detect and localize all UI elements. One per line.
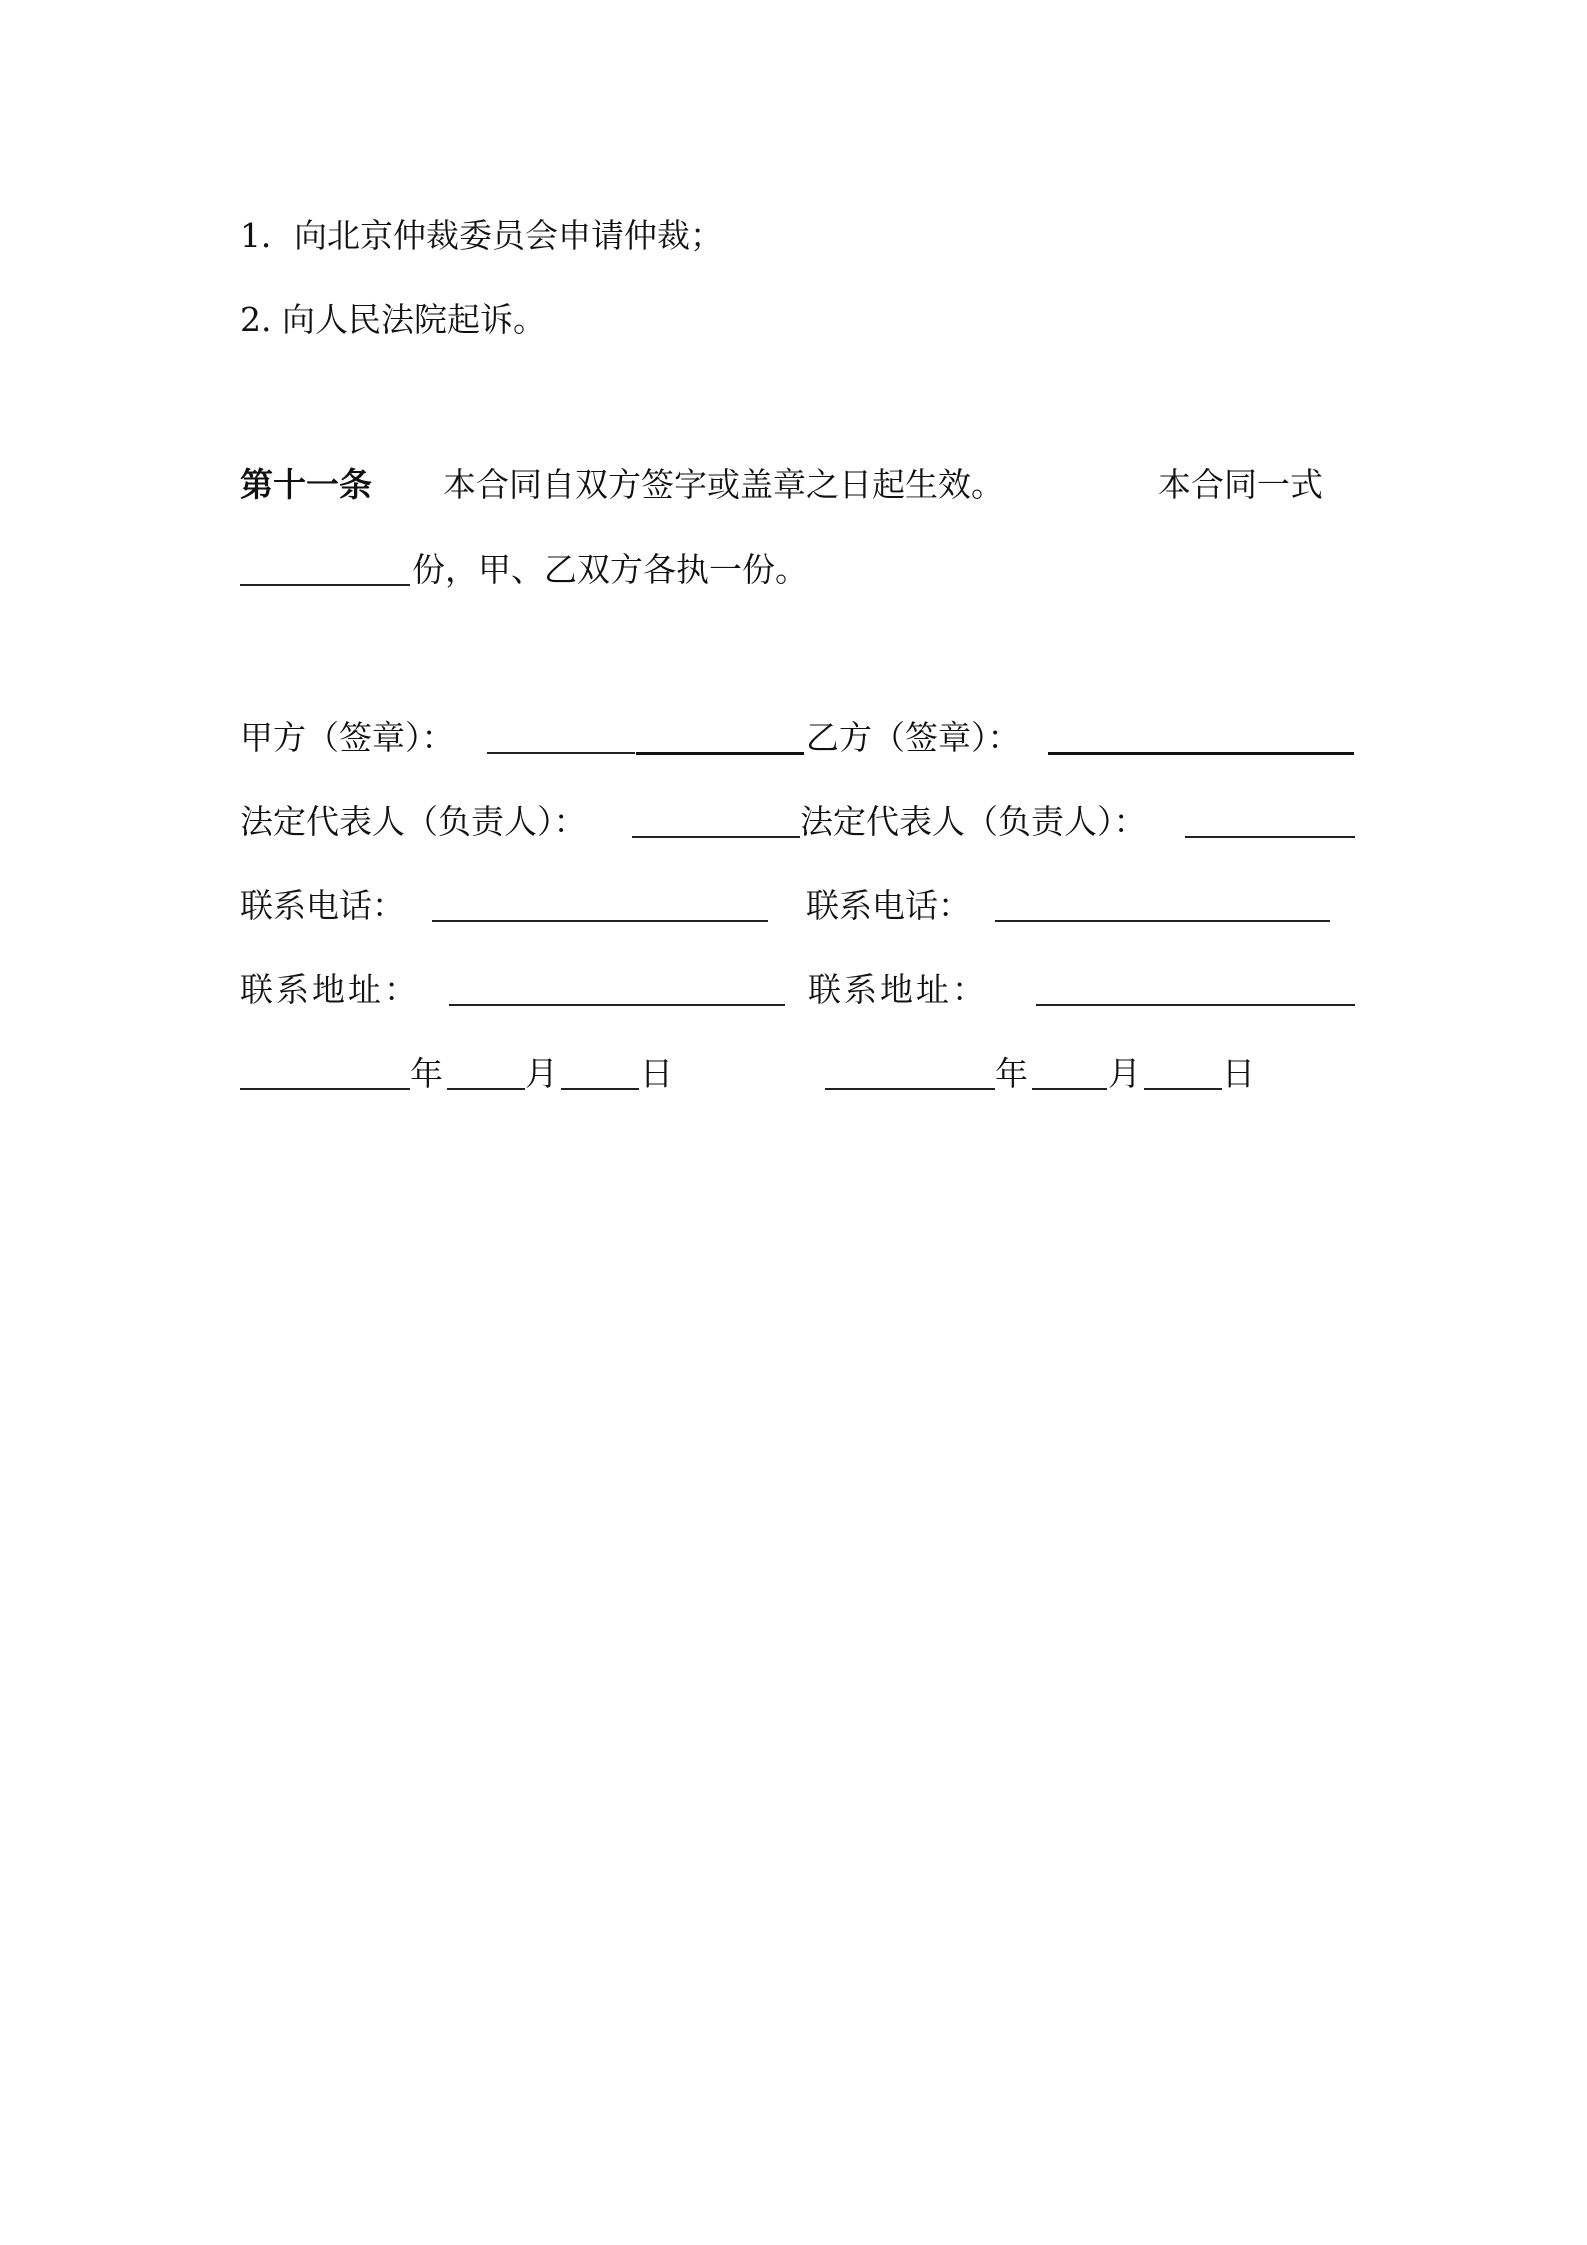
article-text-effective: 本合同自双方签字或盖章之日起生效。 xyxy=(443,465,1004,504)
party-b-signature-label: 乙方（签章）： xyxy=(806,718,1021,757)
party-b-day-blank[interactable] xyxy=(1144,1088,1222,1090)
party-a-legal-rep-label: 法定代表人（负责人）： xyxy=(240,802,587,841)
party-b-address-blank[interactable] xyxy=(1036,1004,1355,1006)
party-a-phone-blank[interactable] xyxy=(432,920,768,922)
party-b-year-blank[interactable] xyxy=(825,1088,995,1090)
party-a-month-blank[interactable] xyxy=(447,1088,525,1090)
list-item-court: 2. 向人民法院起诉。 xyxy=(240,300,546,339)
party-a-day-label: 日 xyxy=(640,1054,673,1093)
party-b-month-label: 月 xyxy=(1108,1054,1141,1093)
party-a-signature-blank[interactable] xyxy=(487,752,635,754)
party-a-signature-blank-2[interactable] xyxy=(636,752,804,755)
party-a-year-label: 年 xyxy=(410,1054,443,1093)
party-b-phone-blank[interactable] xyxy=(995,920,1330,922)
article-heading: 第十一条 xyxy=(240,465,372,504)
party-b-signature-blank[interactable] xyxy=(1048,752,1354,755)
party-b-legal-rep-label: 法定代表人（负责人）： xyxy=(800,802,1147,841)
party-a-day-blank[interactable] xyxy=(561,1088,639,1090)
party-a-signature-label: 甲方（签章）： xyxy=(240,718,455,757)
party-a-month-label: 月 xyxy=(525,1054,558,1093)
party-b-address-label: 联系地址： xyxy=(808,970,988,1009)
party-b-phone-label: 联系电话： xyxy=(806,886,971,925)
party-a-phone-label: 联系电话： xyxy=(240,886,405,925)
copies-count-blank[interactable] xyxy=(240,584,410,586)
list-item-arbitration: 1．向北京仲裁委员会申请仲裁； xyxy=(240,216,723,255)
party-a-address-label: 联系地址： xyxy=(240,970,420,1009)
party-a-legal-rep-blank[interactable] xyxy=(632,836,800,838)
party-b-day-label: 日 xyxy=(1222,1054,1255,1093)
party-b-month-blank[interactable] xyxy=(1032,1088,1107,1090)
article-text-copies: 本合同一式 xyxy=(1158,465,1323,504)
party-a-address-blank[interactable] xyxy=(449,1004,785,1006)
party-b-legal-rep-blank[interactable] xyxy=(1185,836,1355,838)
article-text-each-party: 份，甲、乙双方各执一份。 xyxy=(412,550,808,589)
party-b-year-label: 年 xyxy=(995,1054,1028,1093)
party-a-year-blank[interactable] xyxy=(240,1088,410,1090)
